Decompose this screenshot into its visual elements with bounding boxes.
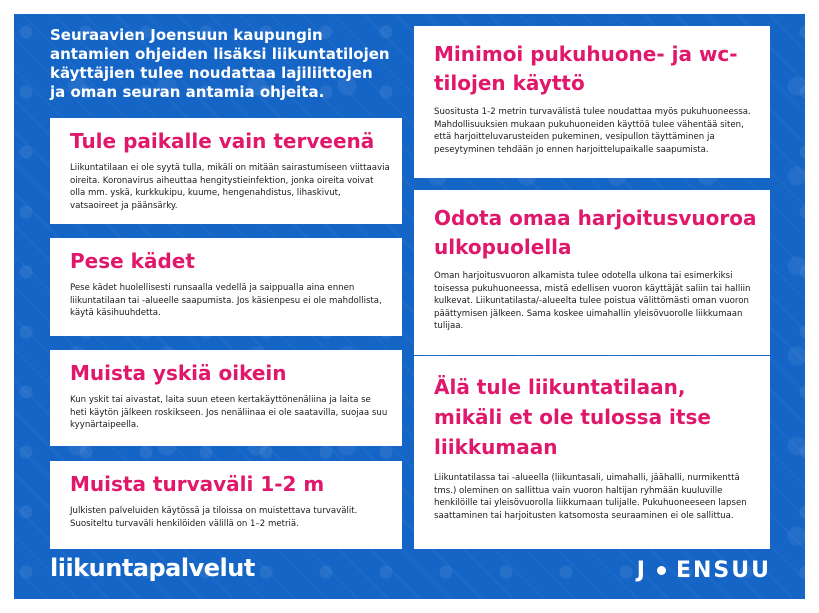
poster (14, 14, 805, 599)
card-text: Suositusta 1-2 metrin turvavälistä tulee noudattaa myös pukuhuoneessa. Mahdollisuuksien mukaan pukuhuoneiden käyttöä tulee vähentää siten, että harjoitteluvarusteiden pukeminen, vesipullon täyttäminen ja peseytyminen tehdään jo ennen harjoittelupaikalle saapumista. (434, 107, 751, 155)
logo-rest: ENSUU (675, 558, 771, 583)
card-title: Pese kädet (70, 249, 195, 273)
card-text: Kun yskit tai aivastat, laita suun eteen kertakäyttönenäliina ja laita se heti käytön jälkeen roskikseen. Jos nenäliinaa ei ole saatavilla, suojaa suu kyynärtaipeella. (70, 395, 388, 430)
card-text: Julkisten palveluiden käytössä ja tiloissa on muistettava turvavälit. Suositeltu turvaväli henkilöiden välillä on 1–2 metriä. (70, 506, 358, 529)
card-text: Liikuntatilaan ei ole syytä tulla, mikäli on mitään sairastumiseen viittaavia oireita. Koronavirus aiheuttaa hengitystieinfektion, jonka oireita voivat olla mm. yskä, kurkkukipu, kuume, hengenahdistus, lihaskivut, vatsaoireet ja päänsärky. (70, 163, 390, 211)
card-title: Älä tule liikuntatilaan, mikäli et ole tulossa itse liikkumaan (434, 375, 711, 459)
card-title: Muista yskiä oikein (70, 361, 287, 385)
card-text: Liikuntatilassa tai -alueella (liikuntasali, uimahalli, jäähalli, nurmikenttä tms.) oleminen on sallittua vain vuoron haltijan ryhmään kuuluville henkilöille tai yleisövuorolla liikkumaan tulijalle. Pukuhuoneeseen lapsen saattaminen tai harjoitusten katsomosta seuraaminen ei ole sallittua. (434, 473, 747, 521)
card-wash-hands (50, 238, 402, 336)
card-locker-rooms (414, 26, 770, 178)
card-title: Tule paikalle vain terveenä (70, 129, 375, 153)
card-title: Odota omaa harjoitusvuoroa ulkopuolella (434, 206, 757, 259)
card-distance (50, 461, 402, 549)
card-wait-outside (414, 190, 770, 355)
card-title: Minimoi pukuhuone- ja wc-tilojen käyttö (434, 42, 738, 95)
card-title: Muista turvaväli 1-2 m (70, 472, 325, 496)
card-no-spectators (414, 356, 770, 549)
footer-brand: liikuntapalvelut (50, 554, 255, 582)
joensuu-logo (637, 558, 771, 583)
card-text: Pese kädet huolellisesti runsaalla vedellä ja saippualla aina ennen liikuntatilaan tai -alueelle saapumista. Jos käsienpesu ei ole mahdollista, käytä käsihuuhdetta. (70, 283, 382, 318)
logo-dot-icon (657, 566, 666, 575)
intro-text: Seuraavien Joensuun kaupungin antamien ohjeiden lisäksi liikuntatilojen käyttäjien tulee noudattaa lajiliittojen ja oman seuran antamia ohjeita. (50, 26, 390, 101)
card-healthy (50, 118, 402, 224)
logo-letter: J (636, 558, 647, 583)
card-cough (50, 350, 402, 446)
card-text: Oman harjoitusvuoron alkamista tulee odotella ulkona tai esimerkiksi toisessa pukuhuoneessa, mistä edellisen vuoron käyttäjät saliin tai halliin kulkevat. Liikuntatilasta/-alueelta tulee poistua välittömästi oman vuoron päättymisen jälkeen. Sama koskee uimahallin yleisövuorolle liikkumaan tulijaa. (434, 271, 751, 331)
